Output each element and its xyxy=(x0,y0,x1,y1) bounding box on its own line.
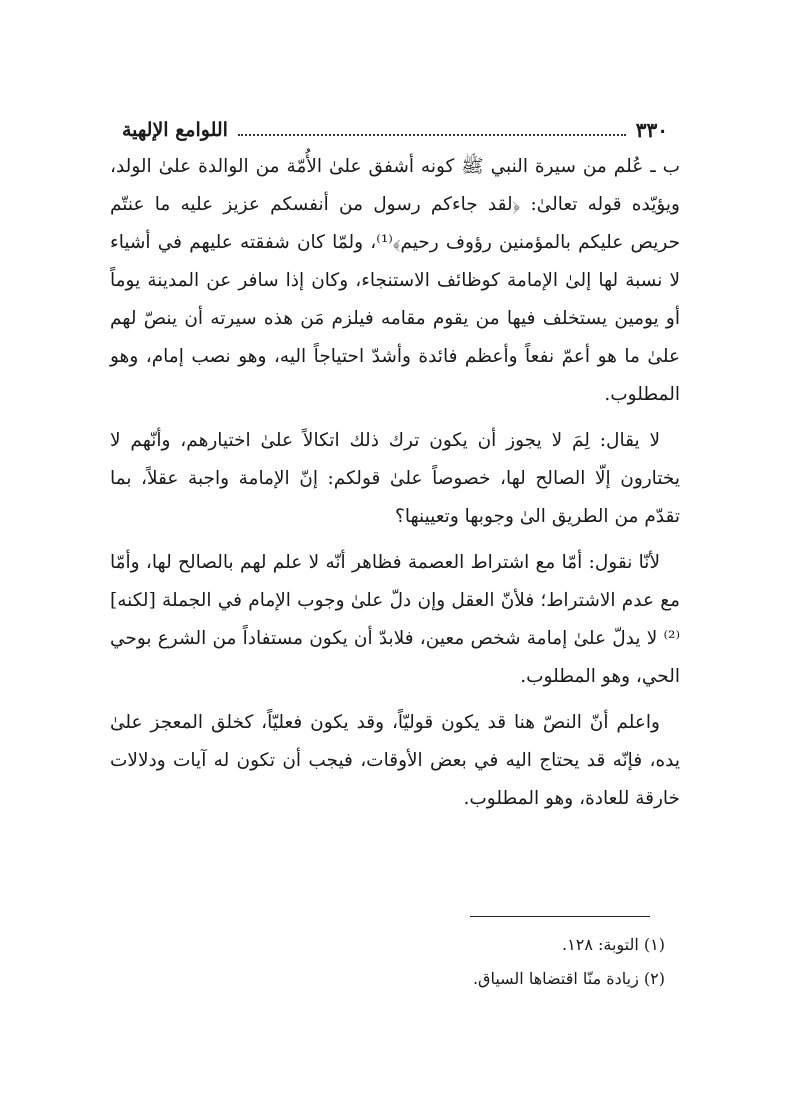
main-text xyxy=(110,148,680,826)
footnote-divider xyxy=(470,916,650,917)
page-number: ٣٣٠ xyxy=(635,118,668,142)
page-header xyxy=(122,112,668,148)
running-title: اللوامع الإلهية xyxy=(122,119,228,141)
footnote-2: (٢) زيادة منّا اقتضاها السياق. xyxy=(472,969,665,988)
footnotes xyxy=(300,928,665,996)
footnote-1: (١) التوبة: ١٢٨. xyxy=(562,935,665,954)
paragraph-reply: لأنّا نقول: أمّا مع اشتراط العصمة فظاهر أنّه لا علم لهم بالصالح لها، وأمّا مع عدم الاشتراط؛ فلأنّ العقل وإن دلّ علىٰ وجوب الإمام في الجملة [لكنه]⁽²⁾ لا يدلّ علىٰ إمامة شخص معين، فلابدّ أن يكون مستفاداً من الشرع بوحي الحي، وهو المطلوب. xyxy=(110,552,680,687)
paragraph-proof-b: ب ـ عُلم من سيرة النبي ﷺ كونه أشفق علىٰ الأُمّة من الوالدة علىٰ الولد، ويؤيّده قوله تعالىٰ: ﴿لقد جاءكم رسول من أنفسكم عزيز عليه ما عنتّم حريص عليكم بالمؤمنين رؤوف رحيم﴾⁽¹⁾، ولمّا كان شفقته عليهم في أشياء لا نسبة لها إلىٰ الإمامة كوظائف الاستنجاء، وكان إذا سافر عن المدينة يوماً أو يومين يستخلف فيها من يقوم مقامه فيلزم مَن هذه سيرته أن ينصّ لهم علىٰ ما هو أعمّ نفعاً وأعظم فائدة وأشدّ احتياجاً اليه، وهو نصب إمام، وهو المطلوب. xyxy=(110,156,681,405)
header-dot-leader xyxy=(238,134,626,136)
paragraph-objection: لا يقال: لِمَ لا يجوز أن يكون ترك ذلك اتكالاً علىٰ اختيارهم، وأنّهم لا يختارون إلّا الصالح لها، خصوصاً علىٰ قولكم: إنّ الإمامة واجبة عقلاً، بما تقدّم من الطريق الىٰ وجوبها وتعيينها؟ xyxy=(110,430,680,527)
paragraph-conclusion: واعلم أنّ النصّ هنا قد يكون قوليّاً، وقد يكون فعليّاً، كخلق المعجز علىٰ يده، فإنّه قد يحتاج اليه في بعض الأوقات، فيجب أن تكون له آيات ودلالات خارقة للعادة، وهو المطلوب. xyxy=(110,712,680,809)
